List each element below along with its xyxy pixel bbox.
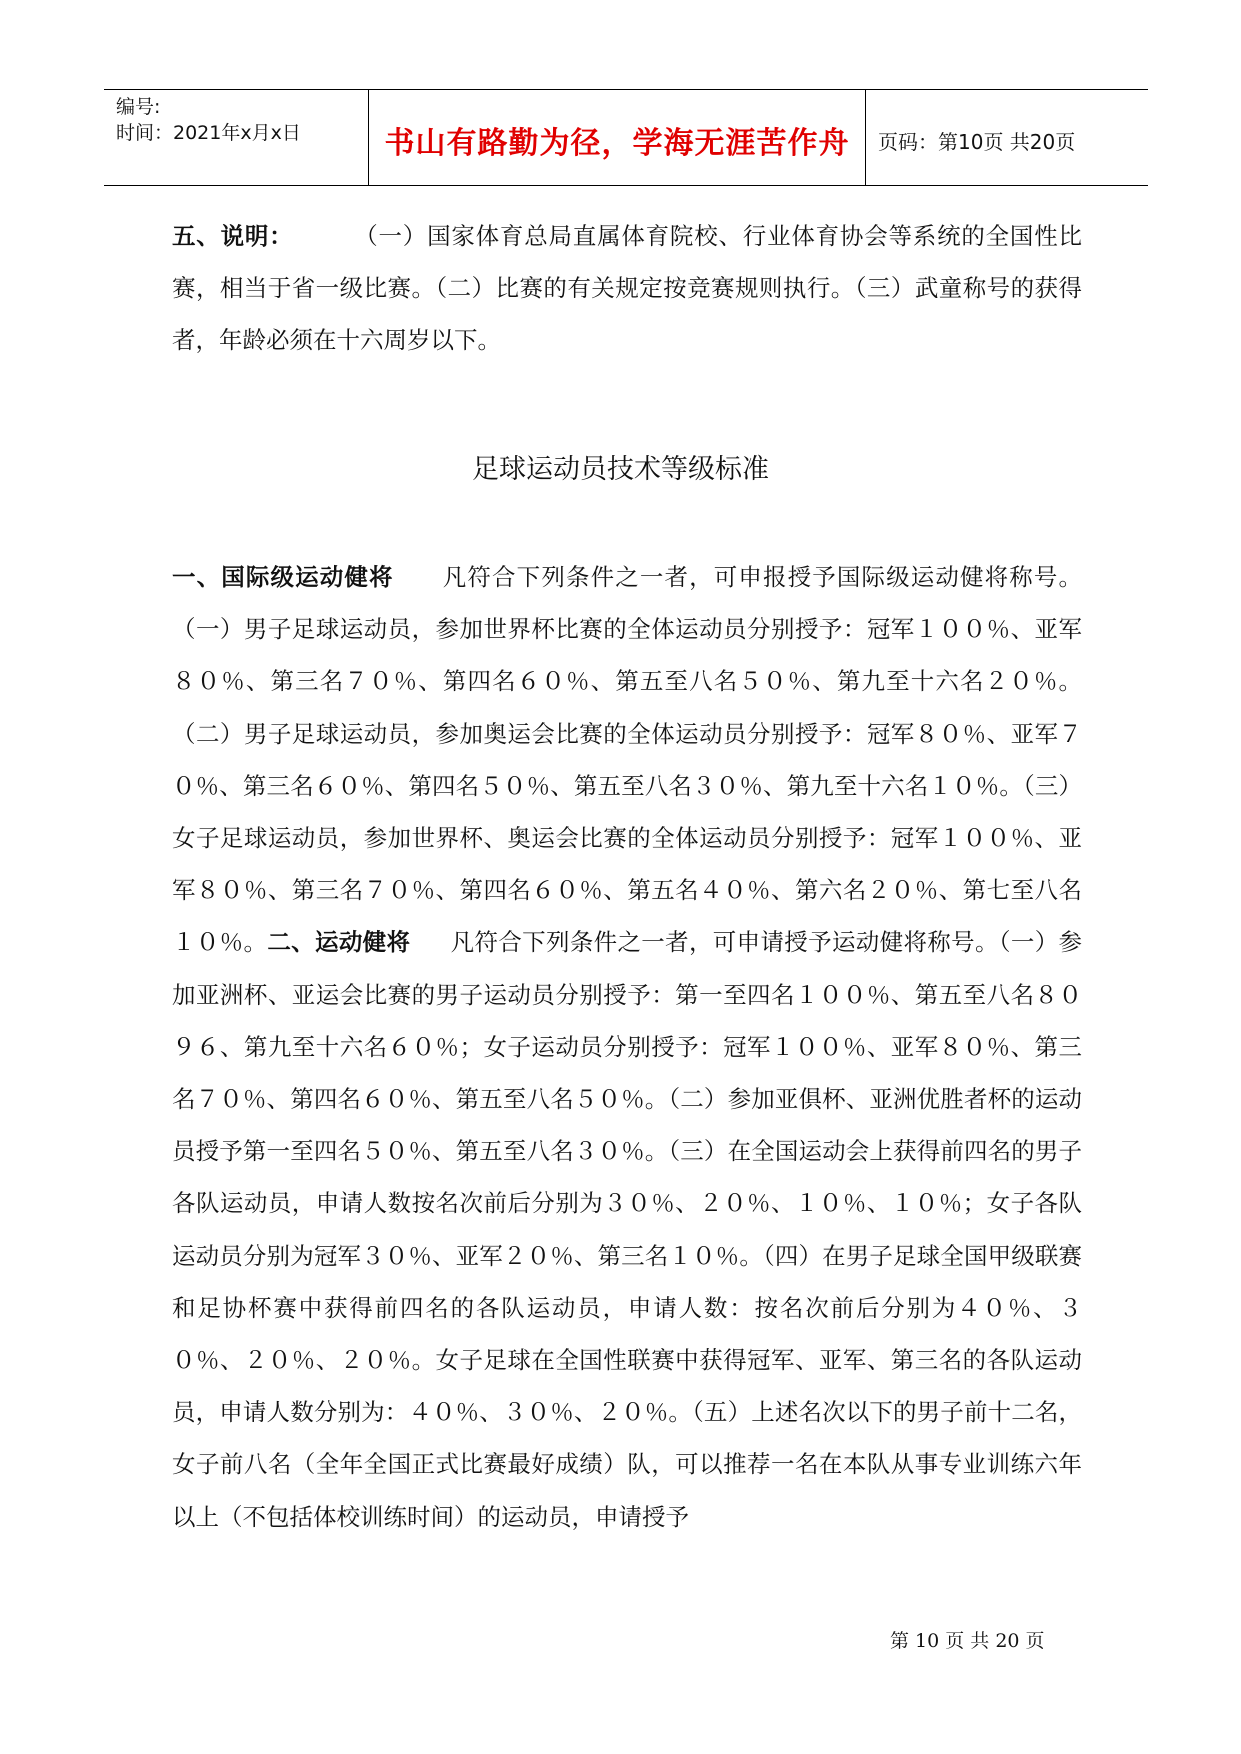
motto: 书山有路勤为径，学海无涯苦作舟 (384, 126, 850, 161)
header-table (104, 89, 1148, 186)
level2-text: （一）参加亚洲杯、亚运会比赛的男子运动员分别授予：第一至四名１００％、第五至八名８０９６、第九至十六名６０％；女子运动员分别授予：冠军１００％、亚军８０％、第三名７０％、第四名６０％、第五至八名５０％。（二）参加亚俱杯、亚洲优胜者杯的运动员授予第一至四名５０％、第五至八名３０％。（三）在全国运动会上获得前四名的男子各队运动员，申请人数按名次前后分别为３０％、２０％、１０％、１０％；女子各队运动员分别为冠军３０％、亚军２０％、第三名１０％。（四）在男子足球全国甲级联赛和足协杯赛中获得前四名的各队运动员，申请人数：按名次前后分别为４０％、３０％、２０％、２０％。女子足球在全国性联赛中获得冠军、亚军、第三名的各队运动员，申请人数分别为：４０％、３０％、２０％。（五）上述名次以下的男子前十二名，女子前八名（全年全国正式比赛最好成绩）队，可以推荐一名在本队从事专业训练六年以上（不包括体校训练时间）的运动员，申请授予 (172, 928, 1083, 1531)
level-paragraph (172, 551, 1082, 1543)
level2-heading: 二、运动健将 (267, 928, 411, 957)
level1-text: （一）男子足球运动员，参加世界杯比赛的全体运动员分别授予：冠军１００％、亚军８０％、第三名７０％、第四名６０％、第五至八名５０％、第九至十六名２０％。（二）男子足球运动员，参加奥运会比赛的全体运动员分别授予：冠军８０％、亚军７０％、第三名６０％、第四名５０％、第五至八名３０％、第九至十六名１０％。（三）女子足球运动员，参加世界杯、奥运会比赛的全体运动员分别授予：冠军１００％、亚军８０％、第三名７０％、第四名６０％、第五名４０％、第六名２０％、第七至八名１０％。 (172, 615, 1082, 957)
level1-intro: 凡符合下列条件之一者，可申报授予国际级运动健将称号。 (441, 563, 1083, 591)
section5-heading: 五、说明： (172, 222, 294, 250)
page-info: 页码：第10页 共20页 (878, 130, 1076, 154)
level2-intro: 凡符合下列条件之一者，可申请授予运动健将称号。 (450, 928, 999, 957)
document-title: 足球运动员技术等级标准 (472, 454, 769, 485)
page-footer: 第 10 页 共 20 页 (890, 1630, 1045, 1652)
section5-paragraph (172, 210, 1082, 367)
time-label: 时间：2021年x月x日 (116, 122, 301, 144)
level1-heading: 一、国际级运动健将 (172, 563, 394, 591)
header-left-cell (104, 90, 368, 185)
header-middle-cell (368, 90, 866, 185)
section5-text: （一）国家体育总局直属体育院校、行业体育协会等系统的全国性比赛，相当于省一级比赛。（二）比赛的有关规定按竞赛规则执行。（三）武童称号的获得者，年龄必须在十六周岁以下。 (172, 222, 1083, 355)
number-label: 编号: (116, 96, 161, 118)
header-right-cell (866, 90, 1148, 185)
